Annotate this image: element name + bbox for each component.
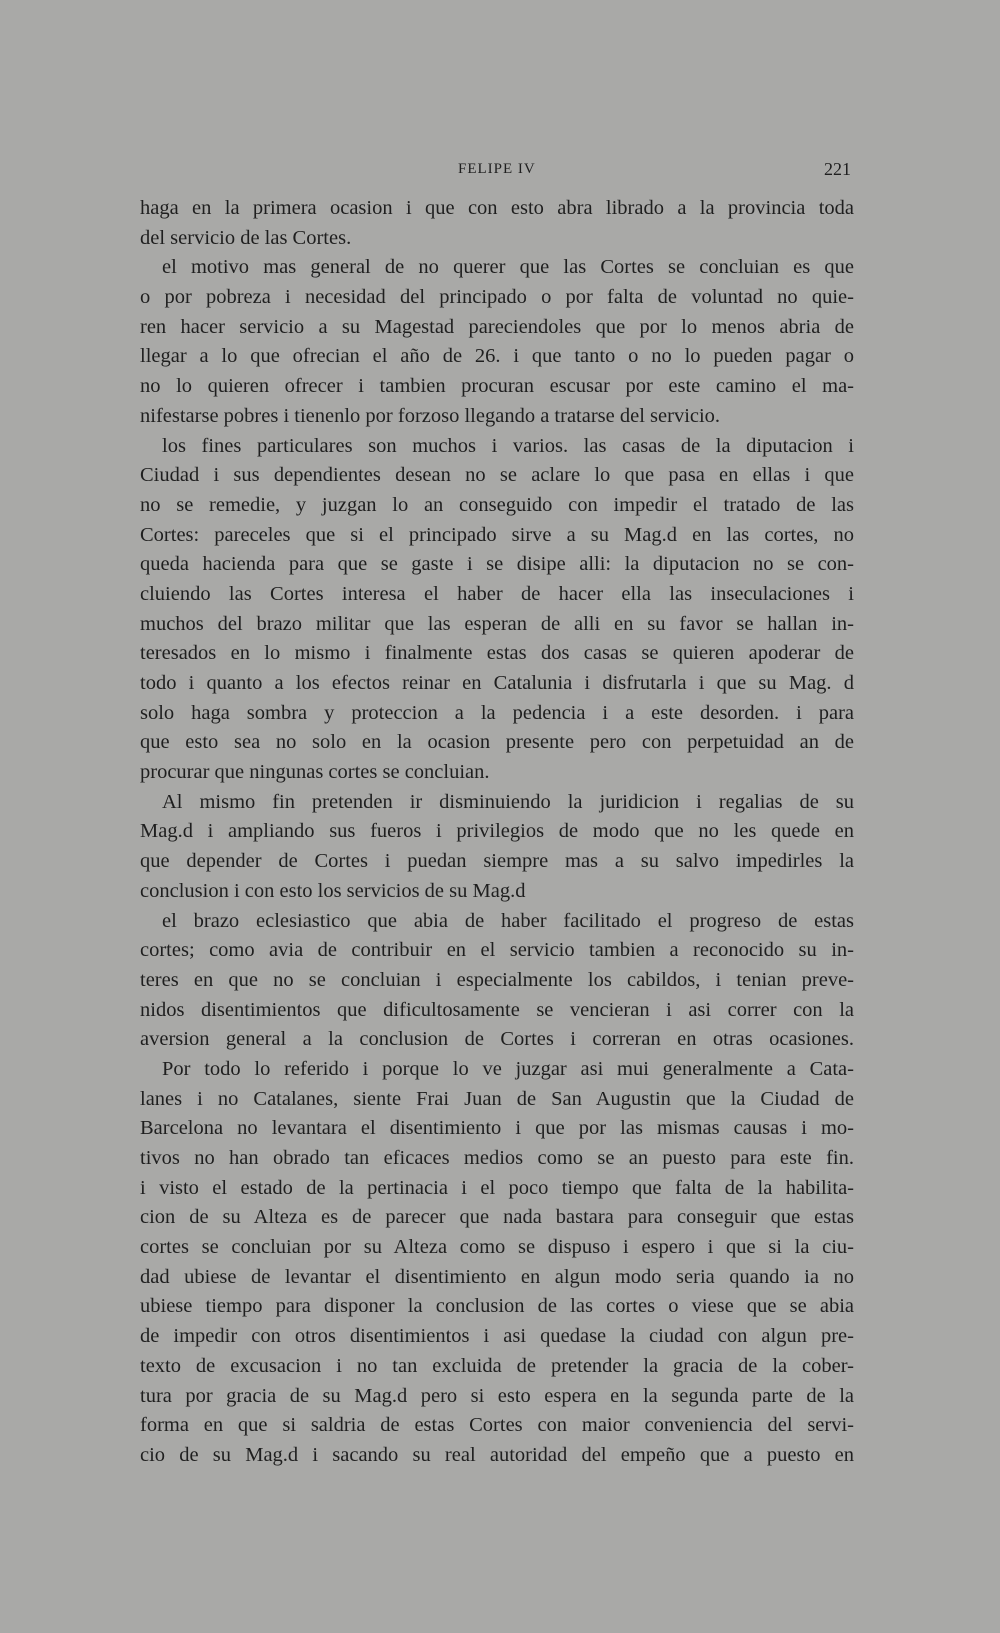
text-line: el motivo mas general de no querer que las Cortes se concluian es que: [162, 256, 854, 279]
text-line: muchos del brazo militar que las esperan de alli en su favor se hallan in-: [140, 612, 854, 635]
text-line: solo haga sombra y proteccion a la pedencia i a este desorden. i para: [140, 701, 854, 724]
text-line: procurar que ningunas cortes se concluian.: [140, 761, 490, 784]
text-line: cion de su Alteza es de parecer que nada bastara para conseguir que estas: [140, 1206, 854, 1229]
text-line: no lo quieren ofrecer i tambien procuran escusar por este camino el ma-: [140, 375, 854, 398]
text-line: cortes; como avia de contribuir en el servicio tambien a reconocido su in-: [140, 939, 854, 962]
text-line: ubiese tiempo para disponer la conclusion de las cortes o viese que se abia: [140, 1295, 854, 1318]
text-line: que esto sea no solo en la ocasion presente pero con perpetuidad an de: [140, 731, 854, 754]
text-line: queda hacienda para que se gaste i se disipe alli: la diputacion no se con-: [140, 553, 854, 576]
body-text: [140, 194, 854, 1471]
text-line: teresados en lo mismo i finalmente estas dos casas se quieren apoderar de: [140, 642, 854, 665]
text-line: todo i quanto a los efectos reinar en Catalunia i disfrutarla i que su Mag. d: [140, 672, 854, 694]
text-line: llegar a lo que ofrecian el año de 26. i que tanto o no lo pueden pagar o: [140, 345, 854, 368]
text-line: Ciudad i sus dependientes desean no se aclare lo que pasa en ellas i que: [140, 464, 854, 487]
text-line: o por pobreza i necesidad del principado o por falta de voluntad no quie-: [140, 286, 854, 309]
text-line: i visto el estado de la pertinacia i el poco tiempo que falta de la habilita-: [140, 1176, 854, 1199]
text-line: no se remedie, y juzgan lo an conseguido con impedir el tratado de las: [140, 493, 854, 516]
text-line: lanes i no Catalanes, siente Frai Juan de San Augustin que la Ciudad de: [140, 1087, 854, 1110]
text-line: del servicio de las Cortes.: [140, 226, 352, 249]
text-line: tivos no han obrado tan eficaces medios como se an puesto para este fin.: [140, 1147, 854, 1169]
text-line: cio de su Mag.d i sacando su real autoridad del empeño que a puesto en: [140, 1443, 854, 1466]
text-line: de impedir con otros disentimientos i asi quedase la ciudad con algun pre-: [140, 1325, 854, 1348]
text-line: Barcelona no levantara el disentimiento i que por las mismas causas i mo-: [140, 1117, 854, 1140]
text-line: teres en que no se concluian i especialmente los cabildos, i tenian preve-: [140, 968, 854, 991]
page-header: [140, 161, 855, 185]
text-line: los fines particulares son muchos i varios. las casas de la diputacion i: [162, 434, 854, 457]
text-line: texto de excusacion i no tan excluida de pretender la gracia de la cober-: [140, 1354, 854, 1377]
text-line: Por todo lo referido i porque lo ve juzgar asi mui generalmente a Cata-: [162, 1057, 854, 1080]
page-number: 221: [824, 159, 851, 179]
text-line: aversion general a la conclusion de Cortes i correran en otras ocasiones.: [140, 1028, 854, 1051]
text-line: nifestarse pobres i tienenlo por forzoso llegando a tratarse del servicio.: [140, 404, 721, 427]
text-line: Al mismo fin pretenden ir disminuiendo la juridicion i regalias de su: [162, 790, 854, 813]
text-line: nidos disentimientos que dificultosamente se vencieran i asi correr con la: [140, 998, 854, 1021]
text-line: cortes se concluian por su Alteza como se dispuso i espero i que si la ciu-: [140, 1236, 854, 1259]
text-line: cluiendo las Cortes interesa el haber de hacer ella las inseculaciones i: [140, 582, 854, 605]
text-line: haga en la primera ocasion i que con esto abra librado a la provincia toda: [140, 197, 854, 219]
text-line: Mag.d i ampliando sus fueros i privilegios de modo que no les quede en: [140, 820, 854, 843]
text-line: conclusion i con esto los servicios de su Mag.d: [140, 879, 526, 902]
text-line: el brazo eclesiastico que abia de haber facilitado el progreso de estas: [162, 909, 854, 932]
text-line: dad ubiese de levantar el disentimiento en algun modo seria quando ia no: [140, 1265, 854, 1288]
text-line: Cortes: pareceles que si el principado sirve a su Mag.d en las cortes, no: [140, 523, 854, 546]
text-line: tura por gracia de su Mag.d pero si esto espera en la segunda parte de la: [140, 1384, 854, 1407]
text-line: ren hacer servicio a su Magestad pareciendoles que por lo menos abria de: [140, 315, 854, 338]
text-line: forma en que si saldria de estas Cortes con maior conveniencia del servi-: [140, 1414, 854, 1437]
text-line: que depender de Cortes i puedan siempre mas a su salvo impedirles la: [140, 850, 854, 873]
running-title: FELIPE IV: [458, 161, 536, 177]
